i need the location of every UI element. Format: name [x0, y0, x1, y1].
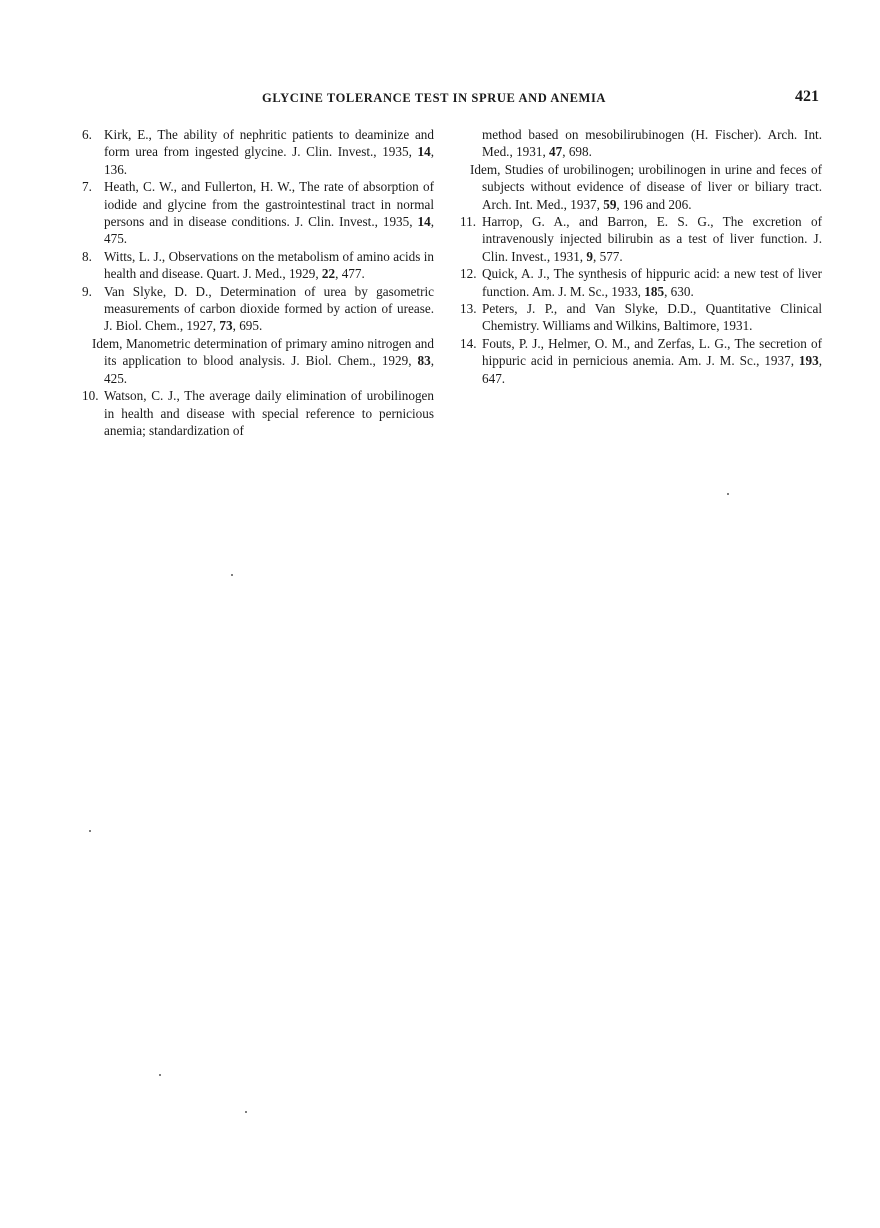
- scan-speck: [159, 1074, 161, 1076]
- reference-9: 9. Van Slyke, D. D., Determination of urea by gasometric measurements of carbon dioxide formed by action of urease. J. Biol. Chem., 1927, 73, 695.: [82, 283, 434, 334]
- reference-7: 7. Heath, C. W., and Fullerton, H. W., The rate of absorption of iodide and glycine from the gastrointestinal tract in normal persons and in disease conditions. J. Clin. Invest., 1935, 14, 475.: [82, 179, 434, 247]
- reference-10-idem: Idem, Studies of urobilinogen; urobilinogen in urine and feces of subjects without evidence of disease of liver or biliary tract. Arch. Int. Med., 1937, 59, 196 and 206.: [470, 161, 822, 212]
- reference-11: 11. Harrop, G. A., and Barron, E. S. G., The excretion of intravenously injected bilirubin as a test of liver function. J. Clin. Invest., 1931, 9, 577.: [460, 214, 822, 264]
- reference-8: 8. Witts, L. J., Observations on the metabolism of amino acids in health and disease. Quart. J. Med., 1929, 22, 477.: [82, 248, 434, 282]
- reference-10: 10. Watson, C. J., The average daily elimination of urobilinogen in health and disease with special reference to pernicious anemia; standardization of: [82, 388, 434, 438]
- left-column: [82, 126, 434, 439]
- right-column: [460, 126, 822, 387]
- reference-13: 13. Peters, J. P., and Van Slyke, D.D., Quantitative Clinical Chemistry. Williams and Wilkins, Baltimore, 1931.: [460, 301, 822, 334]
- reference-9-idem: Idem, Manometric determination of primary amino nitrogen and its application to blood analysis. J. Biol. Chem., 1929, 83, 425.: [92, 335, 434, 386]
- reference-12: 12. Quick, A. J., The synthesis of hippuric acid: a new test of liver function. Am. J. M. Sc., 1933, 185, 630.: [460, 266, 822, 299]
- reference-6: 6. Kirk, E., The ability of nephritic patients to deaminize and form urea from ingested glycine. J. Clin. Invest., 1935, 14, 136.: [82, 127, 434, 177]
- scan-speck: [245, 1111, 247, 1113]
- scan-speck: [231, 574, 233, 576]
- running-header: [0, 88, 880, 111]
- running-title: GLYCINE TOLERANCE TEST IN SPRUE AND ANEMIA: [262, 91, 607, 105]
- scan-speck: [89, 830, 91, 832]
- scan-speck: [727, 493, 729, 495]
- page-number: 421: [795, 88, 819, 105]
- reference-14: 14. Fouts, P. J., Helmer, O. M., and Zerfas, L. G., The secretion of hippuric acid in pernicious anemia. Am. J. M. Sc., 1937, 193, 647.: [460, 335, 822, 386]
- reference-10-continued: method based on mesobilirubinogen (H. Fischer). Arch. Int. Med., 1931, 47, 698.: [482, 127, 822, 160]
